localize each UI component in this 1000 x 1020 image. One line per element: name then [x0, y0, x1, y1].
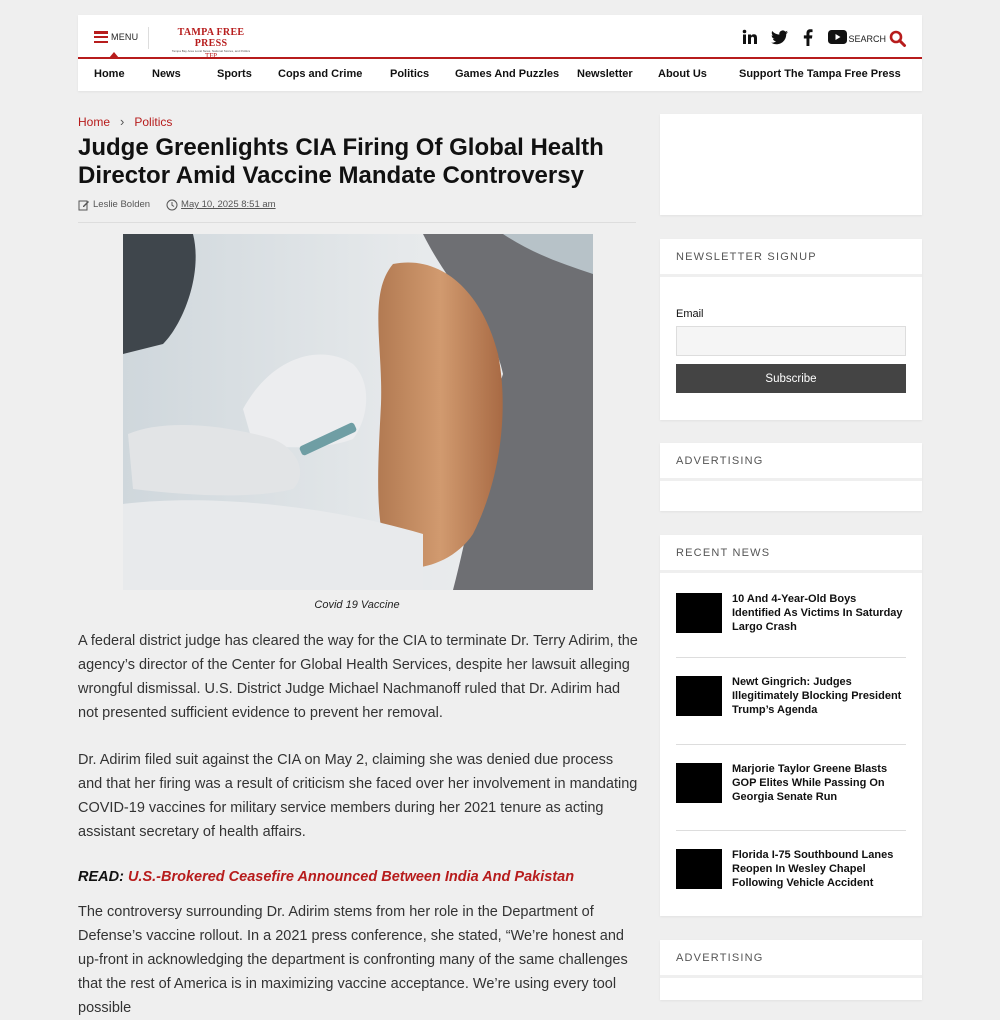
read-label: READ: [78, 869, 124, 885]
publish-date [166, 199, 276, 222]
author-byline [78, 199, 150, 222]
linkedin-icon[interactable] [741, 28, 759, 46]
site-logo[interactable] [164, 27, 258, 60]
recent-news-item[interactable] [676, 570, 906, 656]
read-more [78, 869, 574, 885]
nav-item-games-and-puzzles[interactable]: Games And Puzzles [455, 68, 560, 80]
news-thumbnail[interactable] [676, 849, 722, 889]
nav-item-sports[interactable]: Sports [217, 68, 252, 80]
news-thumbnail[interactable] [676, 593, 722, 633]
social-links [741, 28, 846, 46]
nav-item-about-us[interactable]: About Us [658, 68, 707, 80]
chevron-right-icon: › [120, 114, 125, 129]
article-hero-image [123, 234, 593, 590]
site-header [78, 15, 922, 91]
news-title[interactable]: Marjorie Taylor Greene Blasts GOP Elites While Passing On Georgia Senate Run [732, 763, 888, 803]
author-name[interactable]: Leslie Bolden [93, 199, 151, 210]
advertising-widget [660, 443, 922, 511]
edit-icon [78, 199, 90, 211]
logo-short: TFP [204, 52, 218, 60]
publish-date-text[interactable]: May 10, 2025 8:51 am [181, 199, 276, 210]
breadcrumb-section[interactable]: Politics [134, 114, 173, 129]
logo-name: TAMPA FREE PRESS [177, 27, 245, 49]
logo-tagline: Tampa Bay Area Local News, National Stories, and Politics [171, 49, 251, 53]
read-more-link[interactable]: U.S.-Brokered Ceasefire Announced Between India And Pakistan [127, 869, 575, 885]
advertising-heading: ADVERTISING [660, 940, 922, 978]
youtube-icon[interactable] [828, 28, 846, 46]
twitter-icon[interactable] [770, 28, 788, 46]
news-title[interactable]: Newt Gingrich: Judges Illegitimately Blocking President Trump’s Agenda [732, 676, 902, 716]
facebook-icon[interactable] [799, 28, 817, 46]
recent-news-item[interactable] [676, 826, 906, 912]
nav-item-newsletter[interactable]: Newsletter [577, 68, 633, 80]
menu-button[interactable] [94, 31, 138, 43]
news-title[interactable]: Florida I-75 Southbound Lanes Reopen In Wesley Chapel Following Vehicle Accident [732, 849, 894, 889]
breadcrumb-home[interactable]: Home [78, 114, 111, 129]
nav-item-politics[interactable]: Politics [390, 68, 430, 80]
search-icon [889, 30, 906, 47]
recent-news-item[interactable] [676, 653, 906, 739]
article-title: Judge Greenlights CIA Firing Of Global Health Director Amid Vaccine Mandate Controversy [78, 134, 604, 189]
menu-caret-icon [109, 52, 119, 58]
newsletter-heading: NEWSLETTER SIGNUP [660, 239, 922, 277]
recent-news-heading: RECENT NEWS [660, 535, 922, 573]
nav-item-home[interactable]: Home [94, 68, 125, 80]
email-field[interactable] [676, 326, 906, 356]
article-paragraph: The controversy surrounding Dr. Adirim stems from her role in the Department of Defense’s vaccine rollout. In a 2021 press conference, she stated, “We’re honest and up-front in acknowledging the department is confronting many of the same challenges that the rest of America is in maximizing vaccine acceptance. We’re using every tool possible [78, 904, 628, 1016]
advertising-widget-2 [660, 940, 922, 1000]
newsletter-widget [660, 239, 922, 420]
image-caption: Covid 19 Vaccine [314, 599, 400, 611]
search-label: SEARCH [848, 33, 886, 44]
nav-item-cops-and-crime[interactable]: Cops and Crime [278, 68, 363, 80]
recent-news-item[interactable] [676, 740, 906, 826]
nav-item-news[interactable]: News [152, 68, 181, 80]
subscribe-button[interactable]: Subscribe [676, 364, 906, 393]
article-meta [78, 199, 636, 223]
hamburger-icon [94, 31, 108, 43]
breadcrumb [78, 114, 172, 129]
nav-item-support[interactable]: Support The Tampa Free Press [739, 68, 901, 80]
menu-label: MENU [111, 32, 139, 42]
news-thumbnail[interactable] [676, 763, 722, 803]
main-nav [78, 59, 922, 89]
news-title[interactable]: 10 And 4-Year-Old Boys Identified As Victims In Saturday Largo Crash [732, 593, 903, 633]
email-label: Email [676, 308, 704, 320]
header-divider [148, 27, 149, 49]
sidebar-ad-slot [660, 114, 922, 215]
header-topbar [78, 15, 922, 59]
article-paragraph: Dr. Adirim filed suit against the CIA on May 2, claiming she was denied due process and that her firing was a result of criticism she faced over her involvement in mandating COVID-19 vaccines for military service members during her 2021 tenure as acting assistant secretary of health affairs. [78, 752, 638, 840]
news-thumbnail[interactable] [676, 676, 722, 716]
clock-icon [166, 199, 178, 211]
recent-news-widget [660, 535, 922, 916]
advertising-heading: ADVERTISING [660, 443, 922, 481]
article-paragraph: A federal district judge has cleared the way for the CIA to terminate Dr. Terry Adirim, the agency’s director of the Center for Global Health Services, despite her lawsuit alleging wrongful dismissal. U.S. District Judge Michael Nachmanoff ruled that Dr. Adirim had not presented sufficient evidence to prevent her removal. [78, 633, 638, 721]
search-button[interactable] [848, 30, 906, 47]
